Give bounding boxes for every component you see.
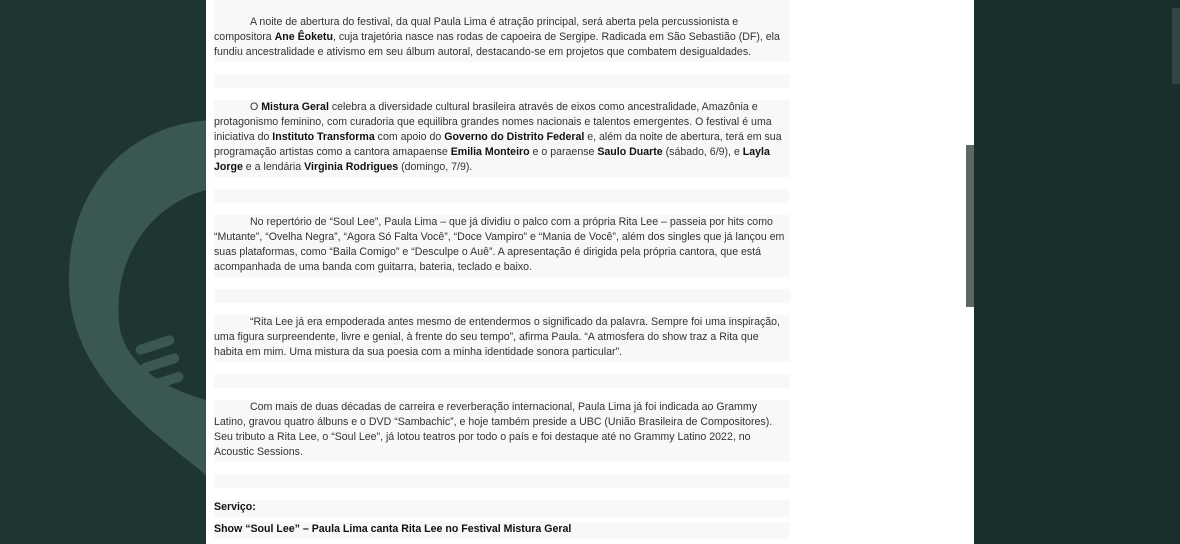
paragraph-spacer — [214, 289, 790, 303]
article-body — [214, 0, 790, 544]
show-title: Show “Soul Lee” – Paula Lima canta Rita Lee no Festival Mistura Geral — [214, 522, 790, 539]
paragraph-career: Com mais de duas décadas de carreira e reverberação internacional, Paula Lima já foi indicada ao Grammy Latino, gravou quatro álbuns e o DVD “Sambachic”, e hoje também preside a UBC (União Brasileira de Compositores). Seu tributo a Rita Lee, o “Soul Lee”, já lotou teatros por todo o país e foi destaque até no Grammy Latino 2022, no Acoustic Sessions. — [214, 400, 790, 462]
page-scrollbar-thumb[interactable] — [966, 145, 974, 307]
paragraph-spacer — [214, 74, 790, 88]
window-scrollbar-thumb[interactable] — [1172, 8, 1180, 84]
paragraph-spacer — [214, 374, 790, 388]
paragraph-mistura-geral: O Mistura Geral celebra a diversidade cultural brasileira através de eixos como ancestralidade, Amazônia e protagonismo feminino, com curadoria que equilibra grandes nomes nacionais e talentos emergentes. O festival é uma iniciativa do Instituto Transforma com apoio do Governo do Distrito Federal e, além da noite de abertura, terá em sua programação artistas como a cantora amapaense Emilia Monteiro e o paraense Saulo Duarte (sábado, 6/9), e Layla Jorge e a lendária Virginia Rodrigues (domingo, 7/9). — [214, 100, 790, 177]
paragraph-quote: “Rita Lee já era empoderada antes mesmo de entendermos o significado da palavra. Sempre foi uma inspiração, uma figura surpreendente, livre e genial, à frente do seu tempo”, afirma Paula. “A atmosfera do show traz a Rita que habita em mim. Uma mistura da sua poesia com a minha identidade sonora particular”. — [214, 315, 790, 362]
paragraph-opening-night: A noite de abertura do festival, da qual Paula Lima é atração principal, será aberta pela percussionista e compositora Ane Êoketu, cuja trajetória nasce nas rodas de capoeira de Sergipe. Radicada em São Sebastião (DF), ela fundiu ancestralidade e ativismo em seu álbum autoral, destacando-se em projetos que combatem desigualdades. — [214, 0, 790, 62]
servico-heading: Serviço: — [214, 500, 790, 517]
right-background-panel — [974, 0, 1180, 544]
paragraph-repertoire: No repertório de “Soul Lee”, Paula Lima – que já dividiu o palco com a própria Rita Lee – passeia por hits como “Mutante”, “Ovelha Negra”, “Agora Só Falta Você”, “Doce Vampiro” e “Mania de Você”, além dos singles que já lançou em suas plataformas, como “Baila Comigo” e “Desculpe o Auê”. A apresentação é dirigida pela própria cantora, que está acompanhada de uma banda com guitarra, bateria, teclado e baixo. — [214, 215, 790, 277]
paragraph-spacer — [214, 474, 790, 488]
paragraph-spacer — [214, 189, 790, 203]
article-page — [206, 0, 974, 544]
bold-ane-eoketu: Ane Êoketu — [274, 31, 333, 43]
